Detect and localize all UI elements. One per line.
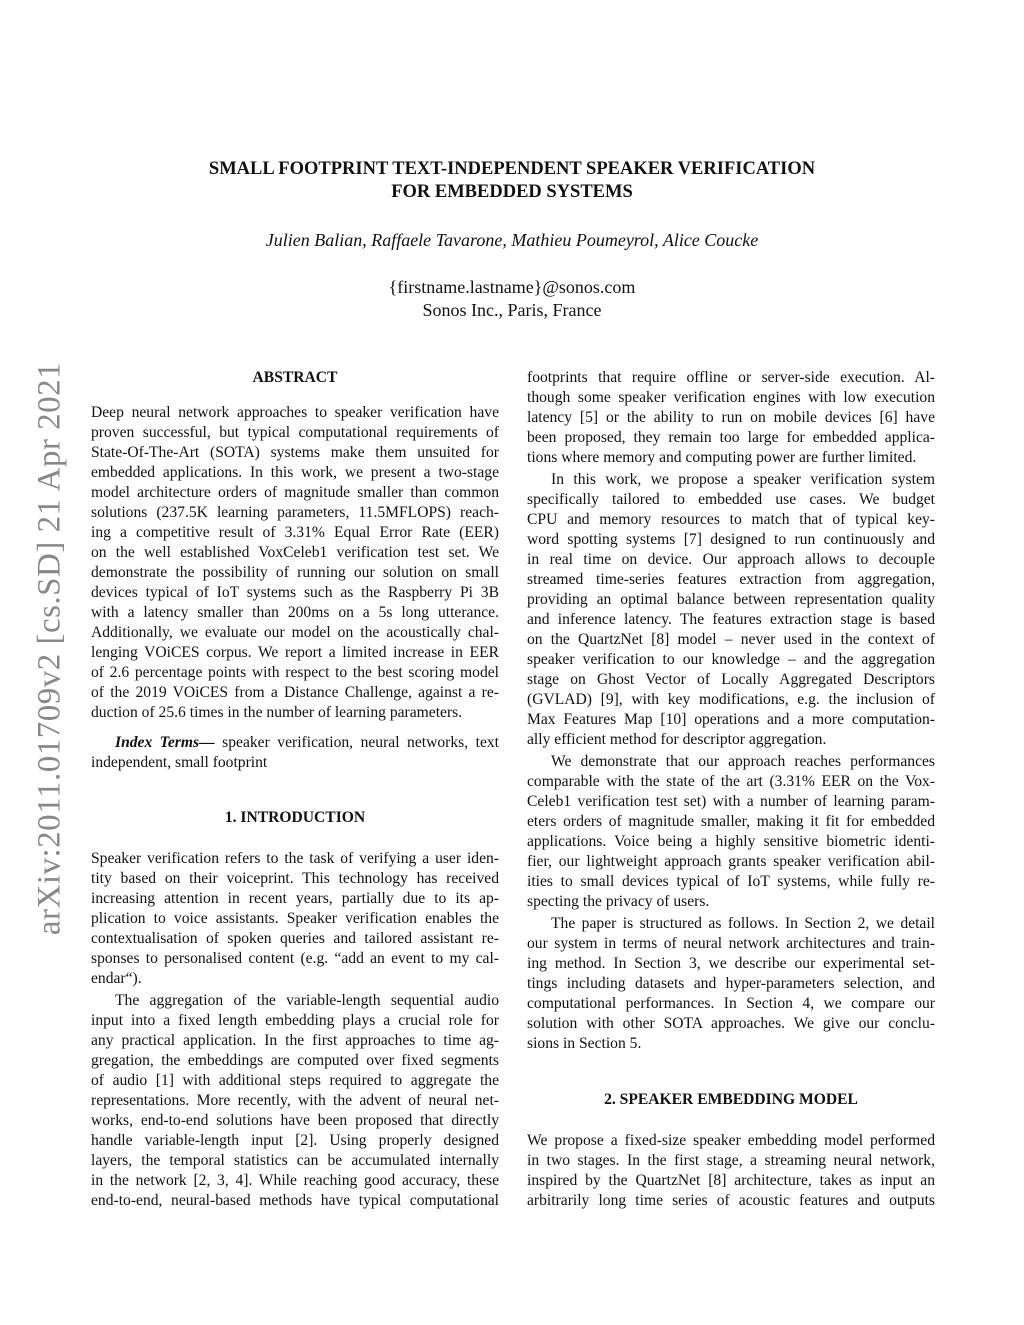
text-line: tions where memory and computing power are further limited.: [527, 449, 917, 466]
index-terms-label: Index Terms—: [115, 734, 215, 751]
text-line: embedded applications. In this work, we present a two-stage: [91, 464, 499, 481]
text-line: handle variable-length input [2]. Using properly designed: [91, 1132, 499, 1149]
text-line: representations. More recently, with the advent of neural net-: [91, 1092, 499, 1109]
text-line: In this work, we propose a speaker verification system: [551, 471, 935, 488]
text-line: Max Features Map [10] operations and a more computation-: [527, 711, 935, 728]
text-line: sions in Section 5.: [527, 1035, 642, 1052]
text-line: ally efficient method for descriptor aggregation.: [527, 731, 827, 748]
text-line: been proposed, they remain too large for embedded applica-: [527, 429, 935, 446]
text-line: in the network [2, 3, 4]. While reaching good accuracy, these: [91, 1172, 499, 1189]
index-terms-line: [91, 733, 499, 753]
abstract-body: [91, 403, 499, 723]
text-line: comparable with the state of the art (3.31% EER on the Vox-: [527, 773, 935, 790]
text-line: Deep neural network approaches to speaker verification have: [91, 404, 499, 421]
text-line: tity based on their voiceprint. This technology has received: [91, 870, 499, 887]
text-line: though some speaker verification engines with low execution: [527, 389, 935, 406]
intro-paragraph: [527, 368, 935, 468]
text-line: CPU and memory resources to match that of typical key-: [527, 511, 935, 528]
intro-paragraph: [91, 991, 499, 1211]
text-line: duction of 25.6 times in the number of learning parameters.: [91, 704, 463, 721]
text-line: any practical application. In the first approaches to time ag-: [91, 1032, 499, 1049]
text-line: proven successful, but typical computational requirements of: [91, 424, 499, 441]
paper-title: [0, 158, 1024, 204]
intro-paragraph: [91, 849, 499, 989]
intro-paragraph: [527, 470, 935, 750]
text-line: Celeb1 verification test set) with a number of learning param-: [527, 793, 935, 810]
text-line: specifically tailored to embedded use cases. We budget: [527, 491, 935, 508]
text-line: end-to-end, neural-based methods have typical computational: [91, 1192, 499, 1209]
text-line: devices typical of IoT systems such as the Raspberry Pi 3B: [91, 584, 499, 601]
text-line: solutions (237.5K learning parameters, 11.5MFLOPS) reach-: [91, 504, 499, 521]
text-line: in real time on device. Our approach allows to decouple: [527, 551, 935, 568]
text-line: latency [5] or the ability to run on mobile devices [6] have: [527, 409, 935, 426]
text-line: footprints that require offline or server-side execution. Al-: [527, 369, 935, 386]
text-line: on the well established VoxCeleb1 verification test set. We: [91, 544, 499, 561]
index-terms: [91, 733, 499, 773]
text-line: with a latency smaller than 200ms on a 5s long utterance.: [91, 604, 499, 621]
text-line: sponses to personalised content (e.g. “add an event to my cal-: [91, 950, 499, 967]
text-line: contextualisation of spoken queries and tailored assistant re-: [91, 930, 499, 947]
text-line: in two stages. In the first stage, a streaming neural network,: [527, 1152, 935, 1169]
text-line: tings including datasets and hyper-parameters selection, and: [527, 975, 935, 992]
abstract-heading: [91, 368, 499, 388]
authors: Julien Balian, Raffaele Tavarone, Mathieu Poumeyrol, Alice Coucke: [265, 230, 759, 250]
text-line: stage on Ghost Vector of Locally Aggregated Descriptors: [527, 671, 935, 688]
title-line: SMALL FOOTPRINT TEXT-INDEPENDENT SPEAKER VERIFICATION: [208, 159, 816, 179]
intro-heading: [91, 808, 499, 828]
text-line: inspired by the QuartzNet [8] architecture, takes as input an: [527, 1172, 935, 1189]
text-line: demonstrate the possibility of running our solution on small: [91, 564, 499, 581]
index-terms-text: speaker verification, neural networks, text: [214, 734, 500, 751]
text-line: fier, our lightweight approach grants speaker verification abil-: [527, 853, 935, 870]
title-line: FOR EMBEDDED SYSTEMS: [391, 182, 633, 202]
arxiv-identifier: arXiv:2011.01709v2 [cs.SD] 21 Apr 2021: [31, 361, 68, 936]
text-line: our system in terms of neural network architectures and train-: [527, 935, 935, 952]
affiliation: Sonos Inc., Paris, France: [422, 300, 602, 320]
text-line: Speaker verification refers to the task of verifying a user iden-: [91, 850, 499, 867]
text-line: model architecture orders of magnitude smaller than common: [91, 484, 499, 501]
text-line: layers, the temporal statistics can be accumulated internally: [91, 1152, 499, 1169]
text-line: streamed time-series features extraction from aggregation,: [527, 571, 935, 588]
intro-paragraph: [527, 752, 935, 912]
text-line: of audio [1] with additional steps required to aggregate the: [91, 1072, 499, 1089]
text-line: plication to voice assistants. Speaker verification enables the: [91, 910, 499, 927]
email: {firstname.lastname}@sonos.com: [388, 277, 636, 297]
text-line: ities to small devices typical of IoT systems, while fully re-: [527, 873, 935, 890]
text-line: specting the privacy of users.: [527, 893, 710, 910]
text-line: arbitrarily long time series of acoustic features and outputs: [527, 1192, 935, 1209]
text-line: of 2.6 percentage points with respect to the best scoring model: [91, 664, 499, 681]
text-line: (GVLAD) [9], with key modifications, e.g. the inclusion of: [527, 691, 935, 708]
section-heading: 1. INTRODUCTION: [224, 809, 366, 826]
text-line: State-Of-The-Art (SOTA) systems make them unsuited for: [91, 444, 499, 461]
text-line: of the 2019 VOiCES from a Distance Challenge, against a re-: [91, 684, 499, 701]
text-line: ing method. In Section 3, we describe our experimental set-: [527, 955, 935, 972]
text-line: We propose a fixed-size speaker embedding model performed: [527, 1132, 935, 1149]
text-line: speaker verification to our knowledge – and the aggregation: [527, 651, 935, 668]
text-line: eters orders of magnitude smaller, making it fit for embedded: [527, 813, 935, 830]
text-line: The paper is structured as follows. In Section 2, we detail: [551, 915, 935, 932]
text-line: increasing attention in recent years, partially due to its ap-: [91, 890, 499, 907]
text-line: We demonstrate that our approach reaches performances: [551, 753, 935, 770]
text-line: lenging VOiCES corpus. We report a limited increase in EER: [91, 644, 499, 661]
index-terms-line: independent, small footprint: [91, 754, 268, 771]
section-heading: 2. SPEAKER EMBEDDING MODEL: [604, 1091, 858, 1108]
text-line: solution with other SOTA approaches. We give our conclu-: [527, 1015, 935, 1032]
text-line: gregation, the embeddings are computed over fixed segments: [91, 1052, 499, 1069]
text-line: ing a competitive result of 3.31% Equal Error Rate (EER): [91, 524, 499, 541]
text-line: endar“).: [91, 970, 142, 987]
section2-paragraph: [527, 1131, 935, 1211]
text-line: computational performances. In Section 4, we compare our: [527, 995, 935, 1012]
text-line: input into a fixed length embedding plays a crucial role for: [91, 1012, 499, 1029]
section2-heading: [527, 1090, 935, 1110]
section-heading: ABSTRACT: [252, 369, 338, 386]
intro-paragraph: [527, 914, 935, 1054]
text-line: providing an optimal balance between representation quality: [527, 591, 935, 608]
text-line: and inference latency. The features extraction stage is based: [527, 611, 935, 628]
text-line: applications. Voice being a highly sensitive biometric identi-: [527, 833, 935, 850]
text-line: Additionally, we evaluate our model on the acoustically chal-: [91, 624, 499, 641]
text-line: on the QuartzNet [8] model – never used in the context of: [527, 631, 935, 648]
text-line: works, end-to-end solutions have been proposed that directly: [91, 1112, 499, 1129]
text-line: The aggregation of the variable-length sequential audio: [115, 992, 499, 1009]
text-line: word spotting systems [7] designed to run continuously and: [527, 531, 935, 548]
